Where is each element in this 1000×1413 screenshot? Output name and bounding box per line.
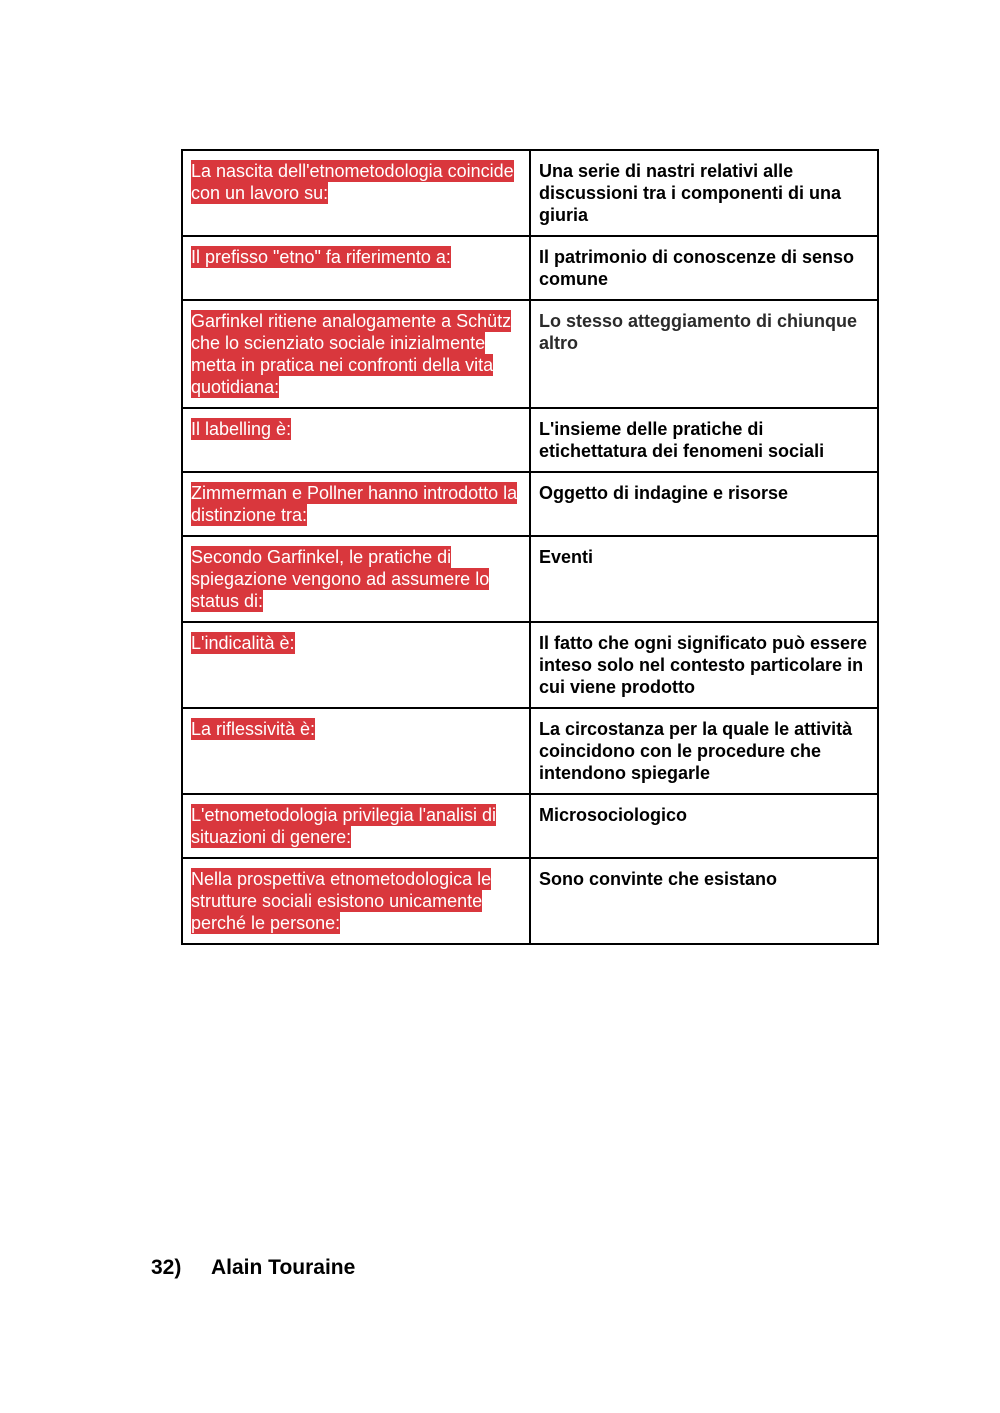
qa-table bbox=[181, 149, 879, 945]
question-cell bbox=[182, 408, 530, 472]
table-row bbox=[182, 236, 878, 300]
table-row bbox=[182, 622, 878, 708]
answer-cell bbox=[530, 708, 878, 794]
answer-text: Eventi bbox=[539, 547, 594, 567]
table-row bbox=[182, 150, 878, 236]
question-text: La nascita dell'etnometodologia coincide con un lavoro su: bbox=[191, 161, 514, 203]
question-text: Secondo Garfinkel, le pratiche di spiegazione vengono ad assumere lo status di: bbox=[191, 547, 490, 611]
question-text: Il prefisso "etno" fa riferimento a: bbox=[191, 247, 451, 267]
table-row bbox=[182, 408, 878, 472]
answer-text: Lo stesso atteggiamento di chiunque altro bbox=[539, 311, 858, 353]
answer-cell bbox=[530, 536, 878, 622]
table-row bbox=[182, 472, 878, 536]
answer-text: Microsociologico bbox=[539, 805, 688, 825]
answer-cell bbox=[530, 236, 878, 300]
question-text: Zimmerman e Pollner hanno introdotto la distinzione tra: bbox=[191, 483, 518, 525]
question-cell bbox=[182, 150, 530, 236]
answer-cell bbox=[530, 472, 878, 536]
question-cell bbox=[182, 708, 530, 794]
answer-cell bbox=[530, 150, 878, 236]
question-cell bbox=[182, 536, 530, 622]
answer-text: Sono convinte che esistano bbox=[539, 869, 778, 889]
question-text: Il labelling è: bbox=[191, 419, 292, 439]
question-cell bbox=[182, 472, 530, 536]
question-cell bbox=[182, 622, 530, 708]
section-heading bbox=[151, 1255, 355, 1281]
section-title: Alain Touraine bbox=[211, 1256, 356, 1279]
question-cell bbox=[182, 236, 530, 300]
answer-text: L'insieme delle pratiche di etichettatura dei fenomeni sociali bbox=[539, 419, 825, 461]
question-text: La riflessività è: bbox=[191, 719, 316, 739]
question-text: L'indicalità è: bbox=[191, 633, 295, 653]
answer-cell bbox=[530, 408, 878, 472]
question-text: L'etnometodologia privilegia l'analisi di situazioni di genere: bbox=[191, 805, 497, 847]
answer-cell bbox=[530, 858, 878, 944]
answer-text: Il patrimonio di conoscenze di senso comune bbox=[539, 247, 855, 289]
answer-text: La circostanza per la quale le attività coincidono con le procedure che intendono spiegarle bbox=[539, 719, 853, 783]
table-row bbox=[182, 300, 878, 408]
question-cell bbox=[182, 300, 530, 408]
table-row bbox=[182, 858, 878, 944]
table-row bbox=[182, 794, 878, 858]
answer-cell bbox=[530, 794, 878, 858]
question-cell bbox=[182, 858, 530, 944]
section-number: 32) bbox=[151, 1256, 182, 1279]
answer-text: Una serie di nastri relativi alle discussioni tra i componenti di una giuria bbox=[539, 161, 842, 225]
question-cell bbox=[182, 794, 530, 858]
answer-cell bbox=[530, 622, 878, 708]
table-row bbox=[182, 536, 878, 622]
answer-text: Il fatto che ogni significato può essere inteso solo nel contesto particolare in cui viene prodotto bbox=[539, 633, 868, 697]
answer-cell bbox=[530, 300, 878, 408]
question-text: Garfinkel ritiene analogamente a Schütz che lo scienziato sociale inizialmente metta in pratica nei confronti della vita quotidiana: bbox=[191, 311, 512, 397]
table-row bbox=[182, 708, 878, 794]
answer-text: Oggetto di indagine e risorse bbox=[539, 483, 789, 503]
question-text: Nella prospettiva etnometodologica le strutture sociali esistono unicamente perché le persone: bbox=[191, 869, 492, 933]
